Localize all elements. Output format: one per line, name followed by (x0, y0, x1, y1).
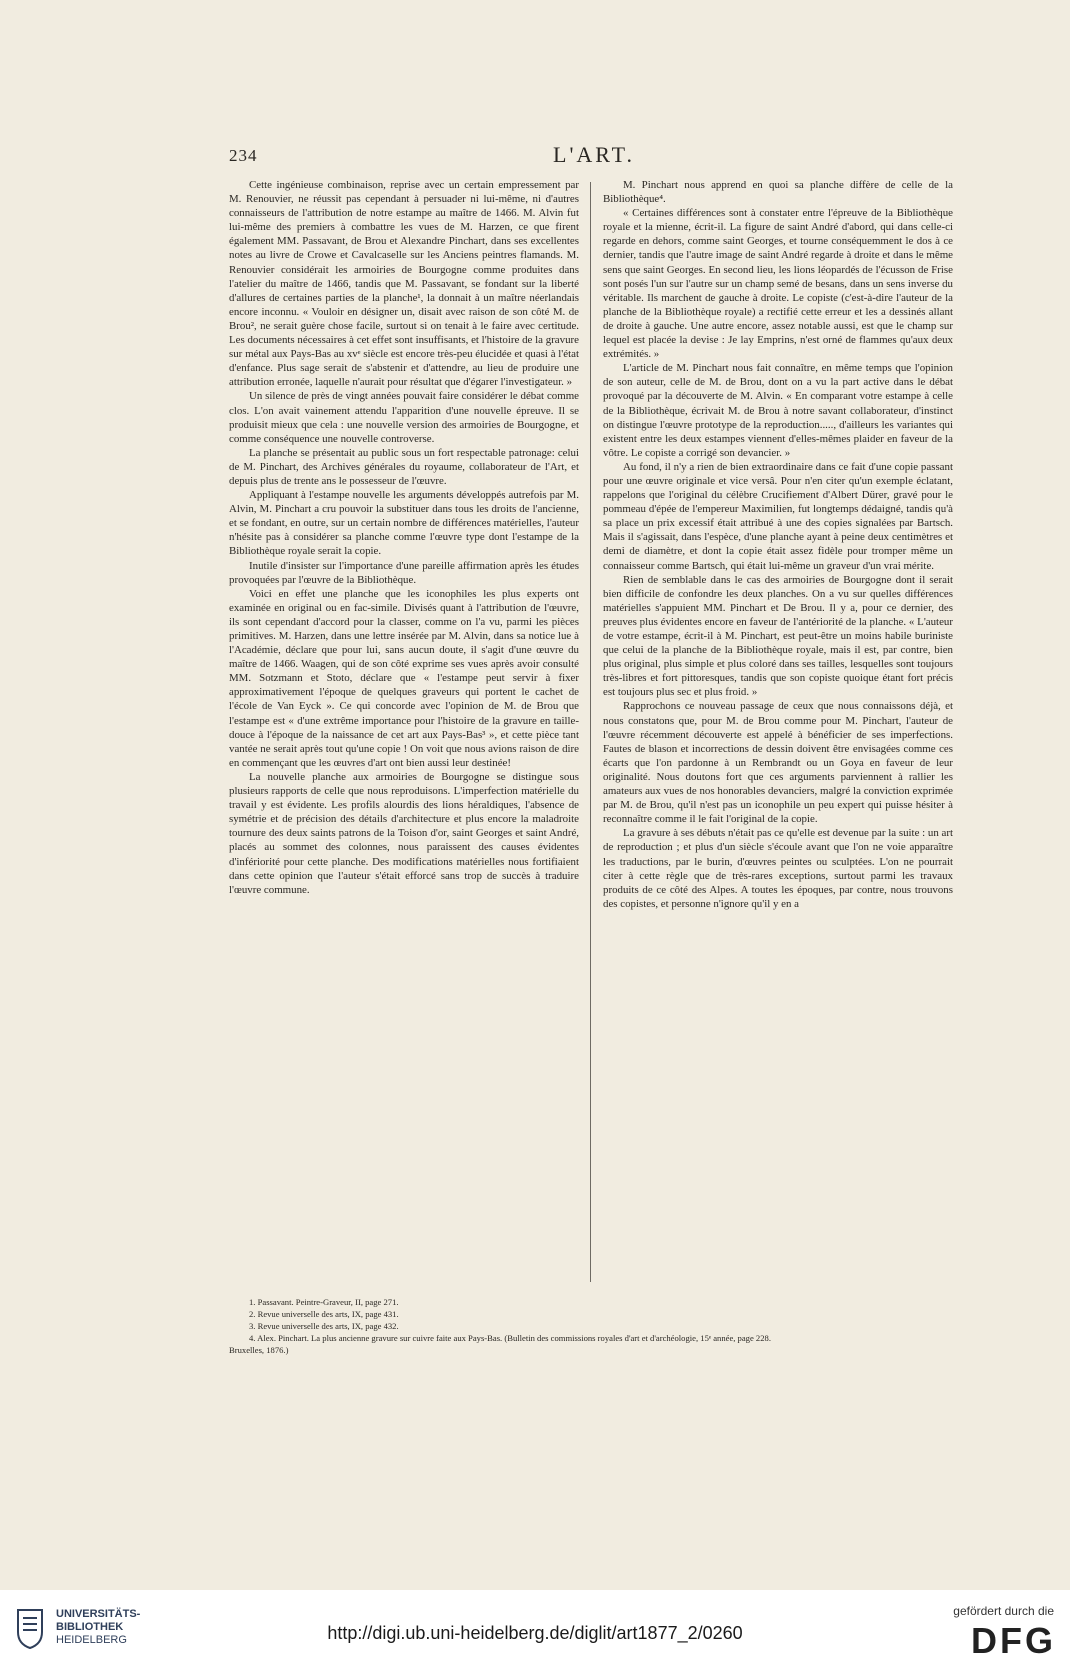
paragraph: Inutile d'insister sur l'importance d'une pareille affirmation après les études provoquées par l'œuvre de la Bibliothèque. (229, 559, 579, 586)
sponsor-label: gefördert durch die (953, 1604, 1054, 1618)
paragraph: Cette ingénieuse combinaison, reprise avec un certain empressement par M. Renouvier, ne réussit pas cependant à persuader ni lui-même, ni d'autres connaisseurs de l'attribution de notre estampe au maître de 1466. M. Alvin fut lui-même des premiers à combattre les vues de M. Harzen, ce que firent également MM. Passavant, de Brou et Alexandre Pinchart, dans ses excellentes notes au livre de Crowe et Cavalcaselle sur les Anciens peintres flamands. M. Renouvier considérait les armoiries de Bourgogne comme produites dans l'atelier du maître de 1466, tandis que M. Passavant, se fondant sur la liberté d'allures de certaines parties de la planche¹, la donnait à un maître néerlandais encore inconnu. « Vouloir en désigner un, disait avec raison de son côté M. de Brou², ne serait guère chose facile, surtout si on tenait à le faire avec certitude. Les documents nécessaires à cet effet sont insuffisants, et l'histoire de la gravure sur métal aux Pays-Bas au xvᵉ siècle est encore très-peu élucidée et quasi à l'état d'enfance. Plus sage serait de s'abstenir et d'attendre, au lieu de produire une attribution erronée, laquelle n'aurait pour résultat que d'égarer l'investigateur. » (229, 179, 579, 389)
paragraph: Au fond, il n'y a rien de bien extraordinaire dans ce fait d'une copie passant pour une œuvre originale et vice versâ. Pour n'en citer qu'un exemple éclatant, rappelons que l'original du célèbre Crucifiement d'Albert Dürer, gravé pour le pommeau d'épée de l'empereur Maximilien, fut longtemps dédaigné, tandis qu'à sa place un prix excessif était attribué à une des copies signalées par Bartsch. Mais il s'agissait, dans l'espèce, d'une planche ayant à peine deux centimètres et demi de diamètre, et dont la copie était assez fidèle pour tromper même un connaisseur comme Bartsch, qui était lui-même un graveur d'un vrai mérite. (603, 460, 953, 572)
paragraph: Voici en effet une planche que les iconophiles les plus experts ont examinée en original ou en fac-simile. Divisés quant à l'attribution de l'œuvre, ils sont cependant d'accord pour la classer, comme on l'a vu, parmi les pièces primitives. M. Harzen, dans une lettre insérée par M. Alvin, dans sa notice lue à l'Académie, déclare que pour lui, sans aucun doute, il s'agit d'une œuvre du maître de 1466. Waagen, qui de son côté exprime ses vues après avoir consulté MM. Sotzmann et Stoto, déclare que « l'estampe peut servir à fixer approximativement l'époque de quelques graveurs qui portent le cachet de l'école de Van Eyck ». Ce qui concorde avec l'opinion de M. de Brou que l'estampe est « d'une extrême importance pour l'histoire de la gravure en taille-douce à l'époque de la naissance de cet art aux Pays-Bas³ », et cette pièce tant vantée ne serait après tout qu'une copie ! On voit que nous avions raison de dire en commençant que les œuvres d'art ont bien aussi leur destinée! (229, 587, 579, 769)
paragraph: Rapprochons ce nouveau passage de ceux que nous connaissons déjà, et nous constatons que, pour M. de Brou comme pour M. Pinchart, l'auteur de l'œuvre récemment découverte est appelé à bénéficier de ses imperfections. Fautes de blason et incorrections de dessin doivent être envisagées comme ces écarts que l'on pardonne à un Rembrandt ou un Goya en faveur de leur originalité. Nous doutons fort que ces arguments parviennent à rallier les amateurs aux vues de nos honorables devanciers, malgré la conviction exprimée par M. de Brou, qu'il n'est pas un iconophile un peu expert qui puisse hésiter à reconnaître comme il le fait l'original de la copie. (603, 700, 953, 826)
footnote-continuation: Bruxelles, 1876.) (229, 1345, 289, 1355)
footnote: 1. Passavant. Peintre-Graveur, II, page 271. (249, 1297, 399, 1307)
paragraph: Rien de semblable dans le cas des armoiries de Bourgogne dont il serait bien difficile de confondre les deux planches. On a vu sur quelles différences matérielles s'appuient MM. Pinchart et De Brou. Il y a, pour ce dernier, des preuves plus évidentes encore en faveur de l'antériorité de la planche. « L'auteur de votre estampe, écrit-il à M. Pinchart, est peut-être un moins habile buriniste que celui de la planche de la Bibliothèque royale, mais il est, par contre, bien plus original, plus simple et plus coloré dans ses tailles, lesquelles sont toujours très-libres et fort pittoresques, tandis que son copiste quoique étant fort précis est toujours plus sec et plus froid. » (603, 573, 953, 699)
running-title: L'ART. (553, 142, 635, 167)
right-column (603, 178, 953, 911)
dfg-logo-text: DFG (971, 1620, 1056, 1661)
footnote: 3. Revue universelle des arts, IX, page 432. (249, 1321, 399, 1331)
footnotes (229, 1296, 959, 1356)
left-column (229, 178, 579, 897)
paragraph: La planche se présentait au public sous un fort respectable patronage: celui de M. Pinchart, des Archives générales du royaume, collaborateur de l'Art, et depuis plus de trente ans le possesseur de l'œuvre. (229, 446, 579, 487)
paragraph: « Certaines différences sont à constater entre l'épreuve de la Bibliothèque royale et la mienne, écrit-il. La figure de saint André d'abord, qui dans celle-ci regarde en dehors, comme saint Georges, et tourne conséquemment le dos à ce dernier, tandis que l'autre image de saint André regarde à droite et dans le même sens que saint Georges. En second lieu, les lions léopardés de l'écusson de Frise sont posés l'un sur l'autre sur un champ semé de besans, dans un sens inverse du véritable. Ils marchent de gauche à droite. Le copiste (c'est-à-dire l'auteur de la planche de la Bibliothèque royale) a rectifié cette erreur et les a dessinés allant de droite à gauche. Une autre encore, assez notable aussi, est que le champ sur lequel est placée la devise : Je lay Emprins, n'est orné de flammes qu'aux deux extrémités. » (603, 207, 953, 361)
paragraph: Un silence de près de vingt années pouvait faire considérer le débat comme clos. L'on avait vainement attendu l'apparition d'une nouvelle épreuve. Il se produisit mieux que cela : une nouvelle version des armoiries de Bourgogne, et comme conséquence une nouvelle controverse. (229, 390, 579, 445)
permalink-url[interactable]: http://digi.ub.uni-heidelberg.de/diglit/art1877_2/0260 (327, 1623, 743, 1643)
footnote: 2. Revue universelle des arts, IX, page 431. (249, 1309, 399, 1319)
footnote: 4. Alex. Pinchart. La plus ancienne gravure sur cuivre faite aux Pays-Bas. (Bulletin des commissions royales d'art et d'archéologie, 15ᵉ année, page 228. (249, 1333, 771, 1343)
column-divider (590, 182, 591, 1282)
dfg-logo (944, 1620, 1056, 1661)
paragraph: M. Pinchart nous apprend en quoi sa planche diffère de celle de la Bibliothèque⁴. (603, 179, 953, 206)
paragraph: Appliquant à l'estampe nouvelle les arguments développés autrefois par M. Alvin, M. Pinchart a cru pouvoir la substituer dans tous les droits de l'ancienne, et se fondant, en outre, sur un certain nombre de différences matérielles, l'auteur n'hésite pas à considérer sa planche comme l'œuvre type dont l'estampe de la Bibliothèque royale serait la copie. (229, 489, 579, 558)
paragraph: La gravure à ses débuts n'était pas ce qu'elle est devenue par la suite : un art de reproduction ; et plus d'un siècle s'écoule avant que l'on ne voie apparaître les traductions, par le burin, d'œuvres peintes ou sculptées. L'on ne pourrait citer à cette règle que de très-rares exceptions, surtout parmi les travaux produits de ce côté des Alpes. A toutes les époques, par contre, nous trouvons des copistes, et personne n'ignore qu'il y en a (603, 827, 953, 910)
paragraph: L'article de M. Pinchart nous fait connaître, en même temps que l'opinion de son auteur, celle de M. de Brou, dont on a vu la part active dans le débat provoqué par la découverte de M. Alvin. « En comparant votre estampe à celle de la Bibliothèque, écrivait M. de Brou à notre savant collaborateur, d'instinct on distingue l'œuvre prototype de la reproduction....., d'ailleurs les variantes qui existent entre les deux estampes viennent d'elles-mêmes plaider en faveur de la vôtre. Le copiste a corrigé son devancier. » (603, 362, 953, 459)
library-name-line: UNIVERSITÄTS- (56, 1608, 141, 1620)
page-number: 234 (229, 146, 258, 165)
library-name-line: HEIDELBERG (56, 1634, 127, 1646)
paragraph: La nouvelle planche aux armoiries de Bourgogne se distingue sous plusieurs rapports de celle que nous reproduisons. L'imperfection matérielle du travail y est évidente. Les profils alourdis des lions héraldiques, l'absence de symétrie et de précision des détails d'architecture et plus encore la maladroite tournure des deux saints patrons de la Toison d'or, saint Georges et saint André, placés au sommet des colonnes, nous paraissent des causes évidentes d'infériorité pour cette planche. Des modifications matérielles nous fortifiaient dans cette opinion que l'auteur s'était efforcé sans trop de succès à traduire l'œuvre commune. (229, 770, 579, 896)
page-header (229, 142, 959, 172)
digitization-footer (0, 1590, 1070, 1673)
library-name-line: BIBLIOTHEK (56, 1621, 124, 1633)
